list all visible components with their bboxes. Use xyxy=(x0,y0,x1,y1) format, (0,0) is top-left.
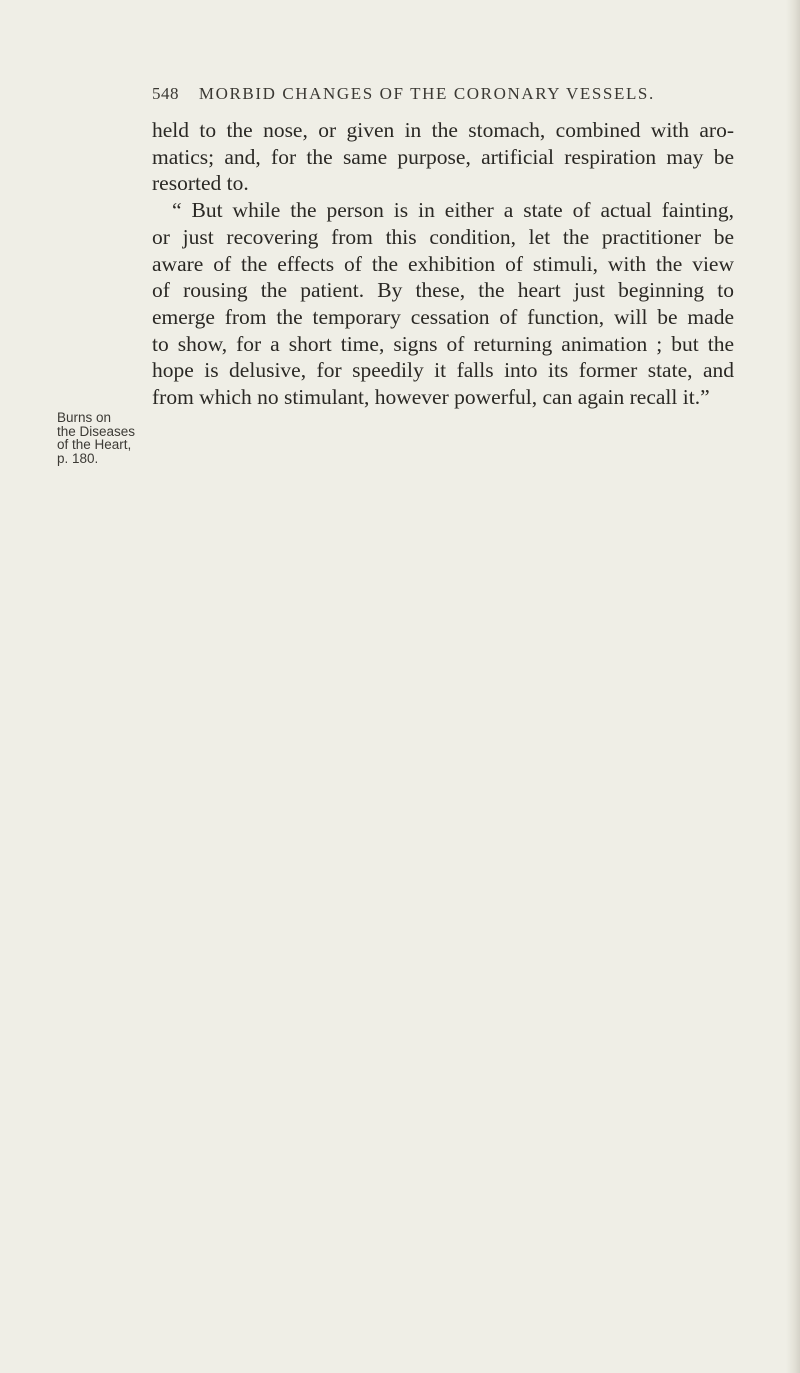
paragraph-continued xyxy=(152,117,734,197)
page-edge-shadow xyxy=(786,0,800,1373)
text-line: “ But while the person is in either a state of actual fainting, xyxy=(172,198,734,223)
margin-citation-line: the Diseases xyxy=(57,423,136,439)
text-line: matics; and, for the same purpose, artificial respiration may be xyxy=(152,144,734,169)
running-head-title: MORBID CHANGES OF THE CORONARY VESSELS. xyxy=(198,84,655,103)
text-line: hope is delusive, for speedily it falls into its former state, and xyxy=(152,358,734,383)
text-line: emerge from the temporary cessation of function, will be made xyxy=(152,304,734,329)
text-line: from which no stimulant, however powerful, can again recall it.” xyxy=(152,385,710,410)
margin-citation-line: Burns on xyxy=(57,410,112,425)
running-head xyxy=(152,84,712,104)
text-line: of rousing the patient. By these, the heart just beginning to xyxy=(152,278,734,303)
text-line: held to the nose, or given in the stomach, combined with aro- xyxy=(152,118,734,142)
paragraph-quotation xyxy=(152,197,734,411)
text-line: or just recovering from this condition, let the practitioner be xyxy=(152,224,734,249)
text-line: aware of the effects of the exhibition of stimuli, with the view xyxy=(152,251,734,276)
margin-citation xyxy=(57,411,149,465)
body-text xyxy=(152,117,734,411)
text-line: to show, for a short time, signs of returning animation ; but the xyxy=(152,331,734,356)
page-number: 548 xyxy=(152,84,179,103)
text-line: resorted to. xyxy=(152,171,249,196)
margin-citation-line: p. 180. xyxy=(57,450,99,466)
margin-citation-line: of the Heart, xyxy=(57,437,132,453)
